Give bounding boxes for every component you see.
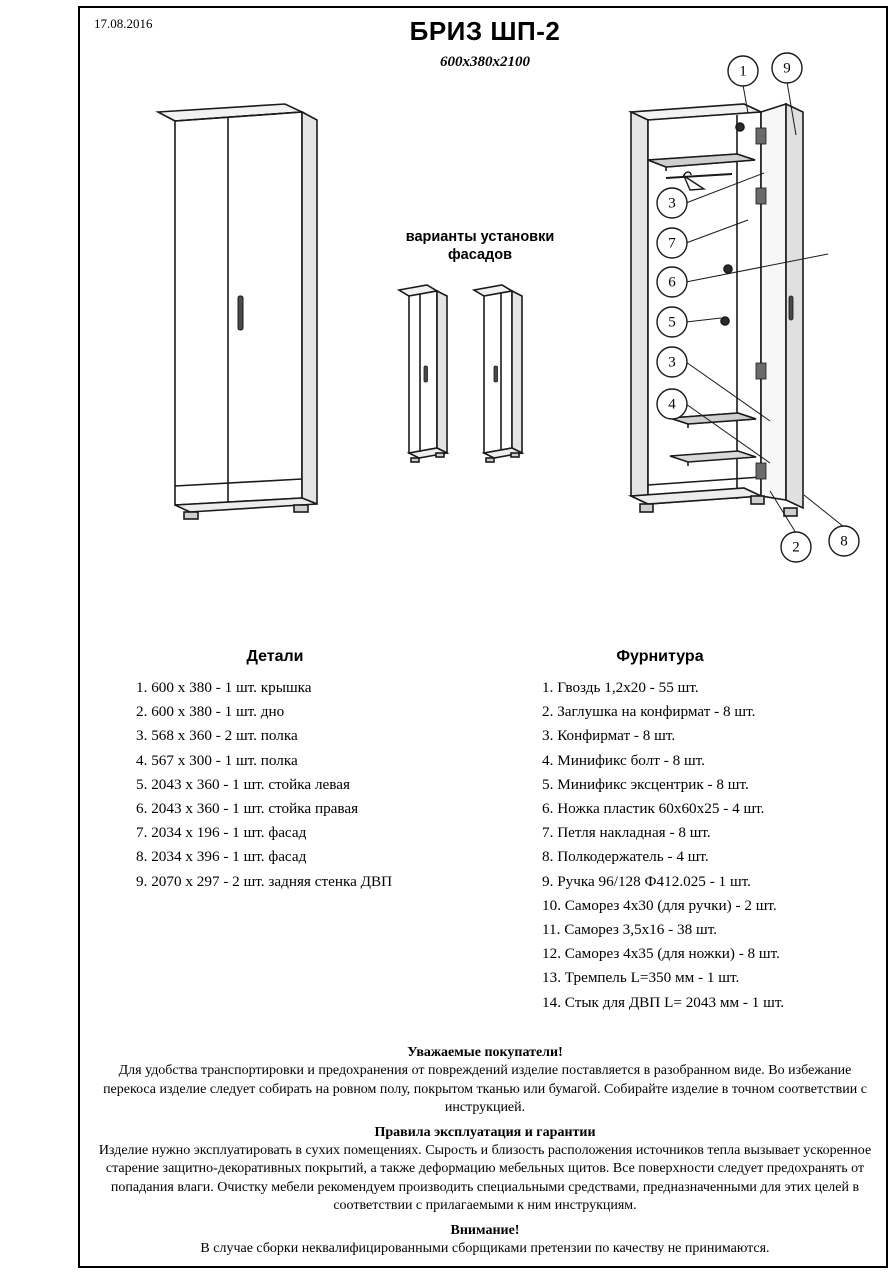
callout-8-label: 8 — [840, 533, 848, 550]
parts-list-item: 7. 2034 x 196 - 1 шт. фасад — [136, 824, 307, 842]
parts-list-item: 9. 2070 x 297 - 2 шт. задняя стенка ДВП — [136, 872, 393, 890]
hardware-list-item: 14. Стык для ДВП L= 2043 мм - 1 шт. — [542, 993, 785, 1011]
parts-list-heading: Детали — [246, 648, 304, 665]
callout-6-label: 6 — [668, 274, 676, 291]
footer-heading-attention: Внимание! — [450, 1222, 520, 1238]
footer-heading-warranty: Правила эксплуатация и гарантии — [374, 1124, 596, 1140]
footer-notes — [94, 1038, 876, 1258]
callout-8 — [829, 526, 859, 556]
wardrobe-closed-view — [158, 104, 317, 519]
footer-paragraph-transport: Для удобства транспортировки и предохранения от повреждений изделие поставляется в разобранном виде. Во избежание перекоса изделие следует собирать на ровном полу, покрытом тканью или бумагой. Собирайте изделие в точном соответствии с инструкцией. — [103, 1063, 867, 1115]
hardware-list-item: 12. Саморез 4х35 (для ножки) - 8 шт. — [542, 945, 780, 963]
callout-4-label: 4 — [668, 396, 676, 413]
parts-list-item: 6. 2043 x 360 - 1 шт. стойка правая — [136, 800, 359, 818]
callout-7 — [657, 228, 687, 258]
footer-heading-customers: Уважаемые покупатели! — [407, 1045, 563, 1060]
facade-variant-right — [474, 285, 522, 462]
product-drawings — [80, 8, 890, 628]
callout-3-top-label: 3 — [668, 195, 676, 212]
callout-5-label: 5 — [668, 314, 676, 331]
hardware-list-item: 2. Заглушка на конфирмат - 8 шт. — [542, 703, 756, 721]
parts-list-item: 8. 2034 x 396 - 1 шт. фасад — [136, 848, 307, 866]
page-title: БРИЗ ШП-2 — [409, 16, 561, 46]
facade-variant-left — [399, 285, 447, 462]
callout-3-top — [657, 188, 687, 218]
hardware-list-item: 5. Минификс эксцентрик - 8 шт. — [542, 775, 749, 793]
callout-3-bottom — [657, 347, 687, 377]
parts-list — [110, 648, 480, 894]
parts-list-item: 5. 2043 x 360 - 1 шт. стойка левая — [136, 775, 350, 793]
product-dimensions: 600x380x2100 — [440, 54, 530, 70]
hardware-list-item: 1. Гвоздь 1,2х20 - 55 шт. — [542, 679, 699, 696]
page-frame — [78, 6, 888, 1268]
callout-9-label: 9 — [783, 60, 791, 77]
hardware-list-item: 13. Тремпель L=350 мм - 1 шт. — [542, 969, 740, 987]
wardrobe-open-view — [631, 104, 803, 516]
parts-list-item: 4. 567 x 300 - 1 шт. полка — [136, 751, 298, 769]
callout-5 — [657, 307, 687, 337]
hardware-list-item: 4. Минификс болт - 8 шт. — [542, 751, 705, 769]
callout-7-label: 7 — [668, 235, 676, 252]
hardware-list-item: 3. Конфирмат - 8 шт. — [542, 727, 676, 745]
callout-3-bottom-label: 3 — [668, 354, 676, 371]
callout-1-label: 1 — [739, 63, 747, 80]
hardware-list-item: 11. Саморез 3,5х16 - 38 шт. — [542, 921, 717, 939]
footer-paragraph-warranty: Изделие нужно эксплуатировать в сухих помещениях. Сырость и близость расположения источников тепла вызывает ускоренное старение защитно-декоративных покрытий, а также деформацию мебельных щитов. Все поверхности следует предохранять от попадания влаги. Очистку мебели рекомендуем производить специальными средствами, предназначенными для этих целей в соответствии с прилагаемыми к ним инструкциям. — [98, 1142, 872, 1213]
facade-caption-line2: фасадов — [447, 247, 513, 264]
callout-4 — [657, 389, 687, 419]
callout-6 — [657, 267, 687, 297]
parts-list-item: 2. 600 x 380 - 1 шт. дно — [136, 703, 285, 721]
facade-caption-line1: варианты установки — [405, 229, 555, 245]
callout-1 — [728, 56, 758, 86]
hardware-list-item: 6. Ножка пластик 60х60х25 - 4 шт. — [542, 800, 765, 818]
hardware-list-item: 7. Петля накладная - 8 шт. — [542, 824, 711, 842]
parts-list-item: 3. 568 x 360 - 2 шт. полка — [136, 727, 298, 745]
callout-9 — [772, 53, 802, 83]
hardware-list-heading: Фурнитура — [616, 648, 704, 665]
document-date: 17.08.2016 — [94, 16, 153, 31]
hardware-list-item: 8. Полкодержатель - 4 шт. — [542, 848, 709, 866]
hardware-list-item: 9. Ручка 96/128 Ф412.025 - 1 шт. — [542, 872, 751, 890]
hardware-list — [480, 648, 870, 1015]
parts-list-item: 1. 600 x 380 - 1 шт. крышка — [136, 679, 312, 696]
callout-2-label: 2 — [792, 539, 800, 556]
footer-paragraph-attention: В случае сборки неквалифицированными сборщиками претензии по качеству не принимаются. — [200, 1240, 770, 1256]
callout-2 — [781, 532, 811, 562]
hardware-list-item: 10. Саморез 4х30 (для ручки) - 2 шт. — [542, 896, 777, 914]
